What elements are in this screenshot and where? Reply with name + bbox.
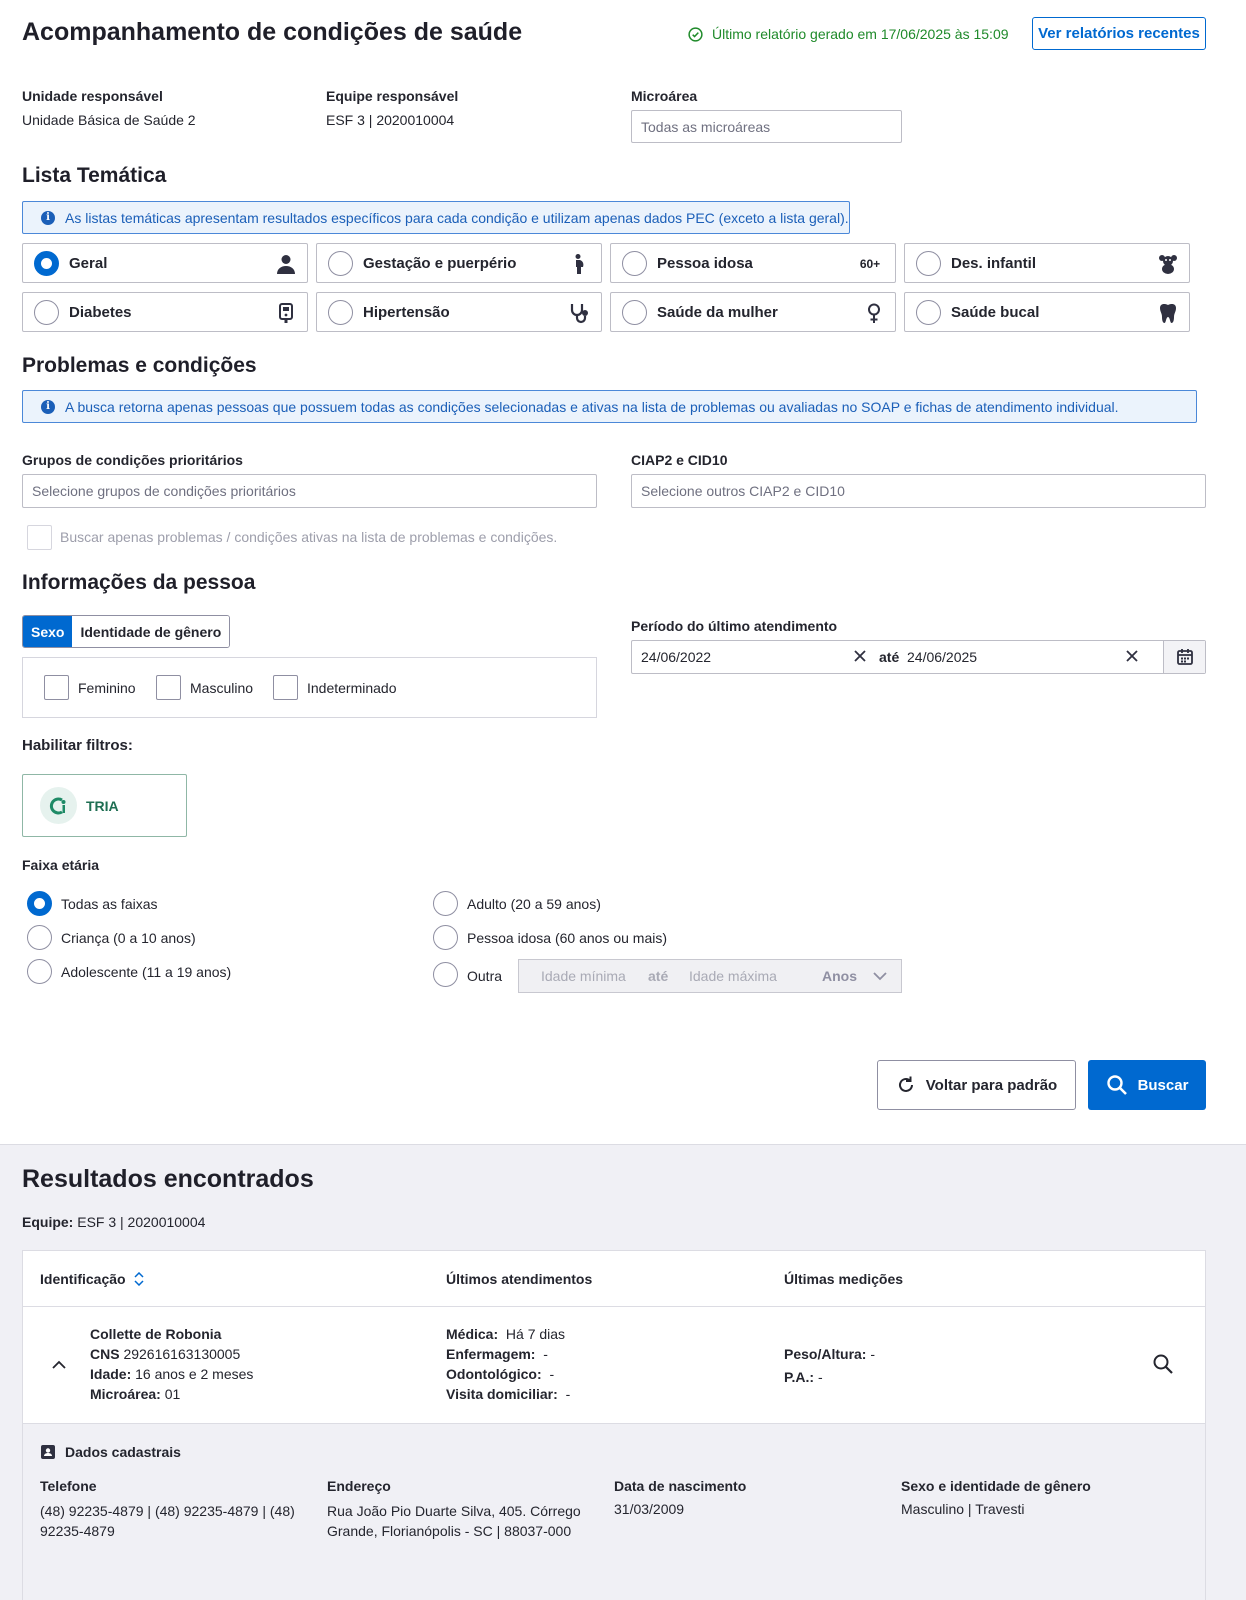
- thematic-card-label: Geral: [69, 254, 108, 272]
- phone-label: Telefone: [40, 1478, 97, 1494]
- enable-filters-label: Habilitar filtros:: [22, 737, 133, 754]
- tria-label: TRIA: [86, 797, 119, 814]
- thematic-card-label: Des. infantil: [951, 254, 1037, 272]
- period-range: [631, 640, 1206, 674]
- age-label: Faixa etária: [22, 857, 100, 873]
- teddy-bear-icon: [1157, 253, 1179, 275]
- age-range-input: [518, 959, 902, 993]
- sex-label-feminino: Feminino: [78, 680, 136, 696]
- age-option-idosa: Pessoa idosa (60 anos ou mais): [467, 930, 667, 946]
- only-active-checkbox[interactable]: [27, 525, 52, 550]
- phone-value: (48) 92235-4879 | (48) 92235-4879 | (48) 92235-4879: [40, 1503, 295, 1539]
- cns-value: 292616163130005: [123, 1346, 241, 1362]
- tria-filter-button[interactable]: [22, 774, 187, 837]
- period-to-word: até: [879, 649, 900, 665]
- age-radio-outra[interactable]: [433, 962, 458, 987]
- problems-title: Problemas e condições: [22, 354, 257, 377]
- view-details-search-icon[interactable]: [1152, 1353, 1174, 1380]
- patient-name: Collette de Robonia: [90, 1326, 222, 1342]
- age-to-word: até: [648, 968, 669, 984]
- tria-logo-icon: [40, 787, 77, 824]
- radio[interactable]: [328, 300, 353, 325]
- thematic-card-hipertensao[interactable]: [316, 292, 602, 332]
- radio[interactable]: [916, 251, 941, 276]
- divider: [23, 1306, 1205, 1307]
- period-from-input[interactable]: 24/06/2022: [641, 649, 712, 665]
- age-radio-adolescente[interactable]: [27, 959, 52, 984]
- thematic-card-diabetes[interactable]: [22, 292, 308, 332]
- info-icon: i: [41, 211, 55, 225]
- details-header: [40, 1444, 181, 1460]
- thematic-card-label: Pessoa idosa: [657, 254, 753, 272]
- thematic-title: Lista Temática: [22, 164, 167, 187]
- enfermagem-value: -: [543, 1346, 548, 1362]
- sex-identity-label: Sexo e identidade de gênero: [901, 1478, 1091, 1494]
- column-label: Identificação: [40, 1271, 126, 1287]
- unit-value: Unidade Básica de Saúde 2: [22, 112, 196, 128]
- results-title: Resultados encontrados: [22, 1165, 314, 1193]
- refresh-icon: [896, 1075, 916, 1095]
- groups-select[interactable]: Selecione grupos de condições prioritários: [22, 474, 597, 508]
- results-team-label: Equipe:: [22, 1214, 74, 1230]
- clear-from-icon[interactable]: [853, 649, 875, 666]
- results-team-value: ESF 3 | 2020010004: [77, 1214, 206, 1230]
- age-option-todas: Todas as faixas: [61, 896, 158, 912]
- sixty-plus-icon: 60+: [859, 257, 881, 271]
- pa-label: P.A.:: [784, 1369, 815, 1385]
- odonto-value: -: [549, 1366, 555, 1382]
- age-option-adulto: Adulto (20 a 59 anos): [467, 896, 601, 912]
- results-team: [22, 1214, 205, 1230]
- unit-label: Unidade responsável: [22, 88, 163, 104]
- age-radio-todas[interactable]: [27, 891, 52, 916]
- search-button[interactable]: [1088, 1060, 1206, 1110]
- micro-row-label: Microárea:: [90, 1386, 161, 1402]
- sort-icon[interactable]: [134, 1272, 144, 1286]
- column-medicoes: Últimas medições: [784, 1271, 904, 1287]
- ciap-select[interactable]: Selecione outros CIAP2 e CID10: [631, 474, 1206, 508]
- table-row-measurements: [784, 1343, 875, 1389]
- team-label: Equipe responsável: [326, 88, 459, 104]
- thematic-info-banner: [22, 201, 850, 234]
- team-value: ESF 3 | 2020010004: [326, 112, 455, 128]
- column-atendimentos: Últimos atendimentos: [446, 1271, 593, 1287]
- radio[interactable]: [916, 300, 941, 325]
- female-icon: [863, 302, 885, 324]
- age-option-outra: Outra: [467, 968, 503, 984]
- stethoscope-icon: [569, 302, 591, 324]
- age-row-label: Idade:: [90, 1366, 132, 1382]
- age-unit-select[interactable]: Anos: [822, 968, 857, 984]
- problems-info-banner: [22, 390, 1197, 423]
- column-identificacao[interactable]: [40, 1271, 144, 1287]
- groups-label: Grupos de condições prioritários: [22, 452, 243, 468]
- last-report-text: Último relatório gerado em 17/06/2025 às 15:09: [712, 26, 1009, 42]
- person-icon: [275, 253, 297, 275]
- age-max-input[interactable]: Idade máxima: [689, 968, 777, 984]
- reset-button[interactable]: [877, 1060, 1076, 1110]
- age-min-input[interactable]: Idade mínima: [541, 968, 626, 984]
- medica-label: Médica:: [446, 1326, 499, 1342]
- recent-reports-button[interactable]: Ver relatórios recentes: [1032, 17, 1206, 50]
- visita-label: Visita domiciliar:: [446, 1386, 558, 1402]
- age-radio-adulto[interactable]: [433, 891, 458, 916]
- pa-value: -: [817, 1369, 823, 1385]
- ciap-label: CIAP2 e CID10: [631, 452, 728, 468]
- thematic-card-label: Hipertensão: [363, 303, 450, 321]
- sex-label-masculino: Masculino: [190, 680, 254, 696]
- microarea-select[interactable]: Todas as microáreas: [631, 110, 902, 143]
- sex-checkbox-feminino[interactable]: [44, 675, 69, 700]
- chevron-down-icon[interactable]: [873, 968, 887, 984]
- search-icon: [1106, 1074, 1128, 1096]
- pregnant-icon: [569, 253, 591, 275]
- thematic-card-gestacao[interactable]: [316, 243, 602, 283]
- radio[interactable]: [34, 300, 59, 325]
- sex-identity-value: Masculino | Travesti: [901, 1501, 1025, 1517]
- peso-value: -: [870, 1346, 876, 1362]
- medica-value: Há 7 dias: [505, 1326, 566, 1342]
- address-value: Rua João Pio Duarte Silva, 405. Córrego Grande, Florianópolis - SC | 88037-000: [327, 1503, 581, 1539]
- sex-checkbox-masculino[interactable]: [156, 675, 181, 700]
- search-label: Buscar: [1137, 1076, 1189, 1094]
- radio[interactable]: [622, 300, 647, 325]
- odonto-label: Odontológico:: [446, 1366, 542, 1382]
- age-radio-crianca[interactable]: [27, 925, 52, 950]
- sex-checkbox-indeterminado[interactable]: [273, 675, 298, 700]
- table-row-identification: [90, 1324, 253, 1404]
- sex-gender-toggle: [22, 615, 230, 648]
- address-label: Endereço: [327, 1478, 391, 1494]
- thematic-info-text: As listas temáticas apresentam resultados específicos para cada condição e utilizam apenas dados PEC (exceto a lista geral).: [65, 209, 849, 226]
- thematic-card-infantil[interactable]: [904, 243, 1190, 283]
- birth-label: Data de nascimento: [614, 1478, 747, 1494]
- thematic-card-mulher[interactable]: [610, 292, 896, 332]
- thematic-card-label: Saúde da mulher: [657, 303, 778, 321]
- radio[interactable]: [328, 251, 353, 276]
- results-table: [22, 1250, 1206, 1600]
- birth-value: 31/03/2009: [614, 1501, 685, 1517]
- table-row-attendances: [446, 1324, 570, 1404]
- age-radio-idosa[interactable]: [433, 925, 458, 950]
- thematic-card-geral[interactable]: [22, 243, 308, 283]
- age-option-crianca: Criança (0 a 10 anos): [61, 930, 196, 946]
- cns-label: CNS: [90, 1346, 120, 1362]
- radio[interactable]: [622, 251, 647, 276]
- check-circle-icon: [688, 27, 703, 42]
- sex-label-indeterminado: Indeterminado: [307, 680, 397, 696]
- visita-value: -: [565, 1386, 571, 1402]
- last-report-status: [688, 26, 1009, 42]
- collapse-row-icon[interactable]: [51, 1357, 67, 1375]
- tooth-icon: [1157, 302, 1179, 324]
- clear-to-icon[interactable]: [1125, 649, 1153, 666]
- calendar-icon[interactable]: [1163, 641, 1205, 673]
- page-title: Acompanhamento de condições de saúde: [22, 18, 523, 46]
- id-card-icon: [40, 1444, 56, 1460]
- details-panel: [23, 1423, 1205, 1600]
- radio-selected[interactable]: [34, 251, 59, 276]
- glucometer-icon: [275, 302, 297, 324]
- thematic-card-label: Diabetes: [69, 303, 132, 321]
- details-title: Dados cadastrais: [65, 1444, 181, 1460]
- tab-sex[interactable]: Sexo: [23, 616, 72, 647]
- thematic-card-label: Gestação e puerpério: [363, 254, 517, 272]
- enfermagem-label: Enfermagem:: [446, 1346, 536, 1362]
- thematic-card-bucal[interactable]: [904, 292, 1190, 332]
- info-icon: i: [41, 400, 55, 414]
- peso-label: Peso/Altura:: [784, 1346, 867, 1362]
- period-label: Período do último atendimento: [631, 618, 838, 634]
- tab-gender[interactable]: Identidade de gênero: [72, 616, 229, 647]
- problems-info-text: A busca retorna apenas pessoas que possuem todas as condições selecionadas e ativas na lista de problemas ou avaliadas no SOAP e fichas de atendimento individual.: [65, 398, 1119, 415]
- microarea-label: Microárea: [631, 88, 698, 104]
- only-active-label: Buscar apenas problemas / condições ativas na lista de problemas e condições.: [60, 529, 558, 545]
- age-row-value: 16 anos e 2 meses: [135, 1366, 254, 1382]
- micro-row-value: 01: [164, 1386, 181, 1402]
- reset-label: Voltar para padrão: [925, 1076, 1058, 1094]
- thematic-card-idosa[interactable]: [610, 243, 896, 283]
- age-option-adolescente: Adolescente (11 a 19 anos): [61, 964, 232, 980]
- thematic-card-label: Saúde bucal: [951, 303, 1040, 321]
- period-to-input[interactable]: 24/06/2025: [907, 649, 978, 665]
- person-title: Informações da pessoa: [22, 571, 256, 594]
